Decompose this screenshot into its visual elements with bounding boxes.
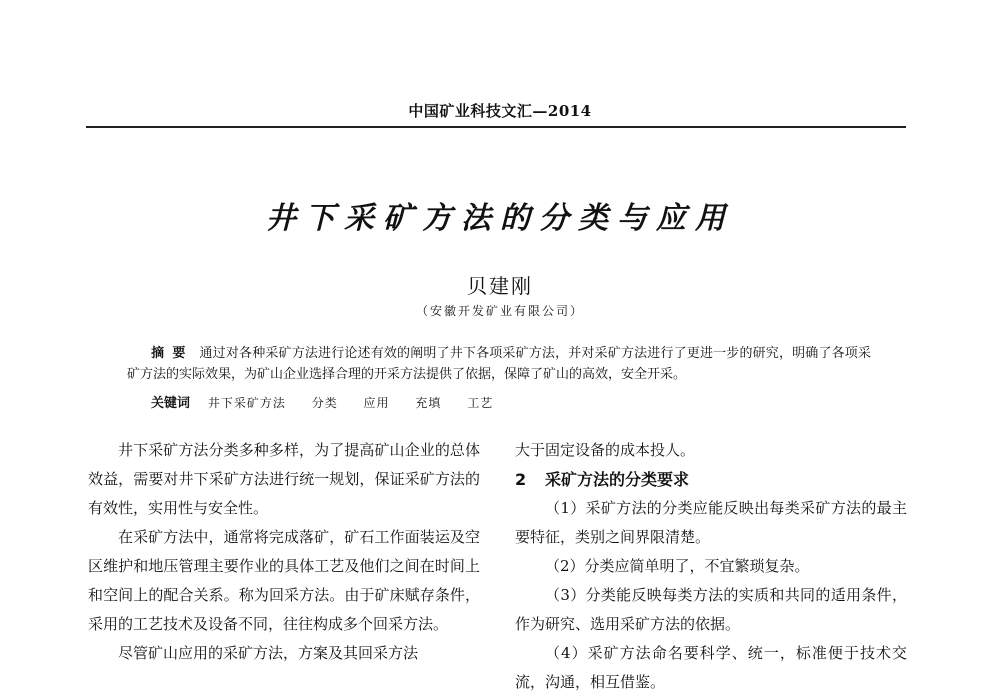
body-column-right	[515, 436, 907, 697]
keywords	[151, 393, 851, 414]
keyword: 分类	[311, 396, 338, 410]
body-paragraph: 在采矿方法中，通常将完成落矿，矿石工作面装运及空区维护和地压管理主要作业的具体工艺及他们之间在时间上和空间上的配合关系。称为回采方法。由于矿床赋存条件，采用的工艺技术及设备不同，往往构成多个回采方法。	[88, 528, 480, 633]
article-title: 井下采矿方法的分类与应用	[266, 201, 734, 236]
abstract-text: 通过对各种采矿方法进行论述有效的阐明了井下各项采矿方法，并对采矿方法进行了更进一步的研究，明确了各项采矿方法的实际效果，为矿山企业选择合理的开采方法提供了依据，保障了矿山的高效，安全开采。	[127, 346, 871, 382]
body-paragraph: 井下采矿方法分类多种多样，为了提高矿山企业的总体效益，需要对井下采矿方法进行统一规划，保证采矿方法的有效性，实用性与安全性。	[88, 441, 480, 517]
list-item: （4）采矿方法命名要科学、统一，标准便于技术交流，沟通，相互借鉴。	[515, 644, 907, 691]
body-paragraph: 尽管矿山应用的采矿方法，方案及其回采方法	[118, 644, 419, 662]
keyword: 井下采矿方法	[207, 396, 286, 410]
section-heading	[515, 465, 907, 494]
section-number: 2	[515, 470, 527, 489]
author-affiliation: （安徽开发矿业有限公司）	[415, 304, 584, 318]
running-head: 中国矿业科技文汇—2014	[408, 102, 592, 120]
keywords-label: 关键词	[151, 396, 191, 411]
abstract-label: 摘要	[151, 346, 194, 361]
list-item: （2）分类应简单明了，不宜繁琐复杂。	[545, 557, 810, 575]
keyword: 充填	[415, 396, 442, 410]
abstract	[127, 343, 871, 385]
author-name: 贝建刚	[467, 274, 533, 298]
list-item: （3）分类能反映每类方法的实质和共同的适用条件，作为研究、选用采矿方法的依据。	[515, 586, 907, 633]
keyword: 应用	[363, 396, 390, 410]
body-paragraph-continuation: 大于固定设备的成本投人。	[515, 441, 696, 459]
list-item: （1）采矿方法的分类应能反映出每类采矿方法的最主要特征，类别之间界限清楚。	[515, 499, 907, 546]
header-rule	[86, 126, 906, 128]
keyword: 工艺	[467, 396, 494, 410]
section-title: 采矿方法的分类要求	[545, 470, 690, 489]
body-column-left	[88, 436, 480, 668]
